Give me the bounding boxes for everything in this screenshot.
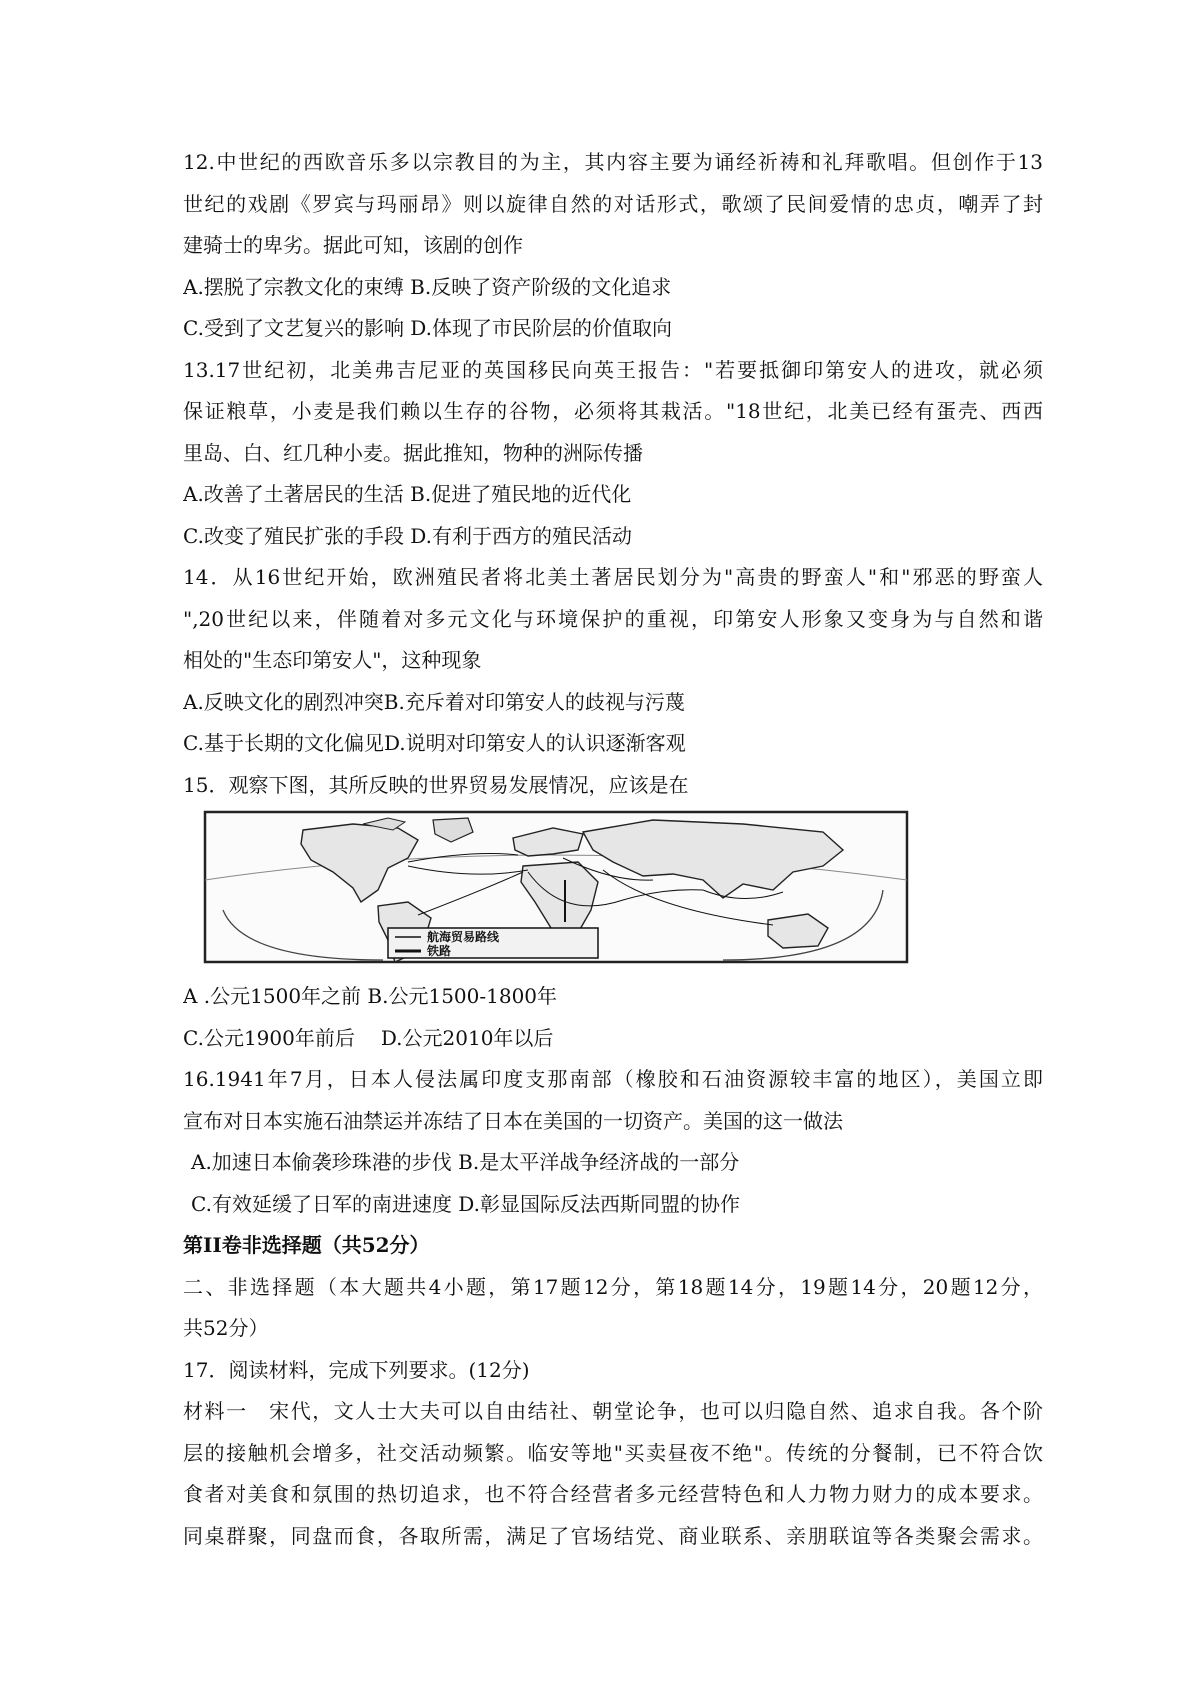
q17-material-line-3: 食者对美食和氛围的热切追求，也不符合经营者多元经营特色和人力物力财力的成本要求。	[183, 1482, 1043, 1506]
q14-stem-line-2: ",20世纪以来，伴随着对多元文化与环境保护的重视，印第安人形象又变身为与自然和谐	[183, 606, 1043, 631]
q14-stem-line-3: 相处的"生态印第安人"，这种现象	[183, 648, 482, 672]
q12-stem-line-1: 12.中世纪的西欧音乐多以宗教目的为主，其内容主要为诵经祈祷和礼拜歌唱。但创作于13	[183, 150, 1043, 174]
q12-options-ab: A.摆脱了宗教文化的束缚 B.反映了资产阶级的文化追求	[183, 274, 672, 299]
part2-intro-line-1: 二、非选择题（本大题共4小题，第17题12分，第18题14分，19题14分，20题12分，	[183, 1274, 1043, 1299]
q13-options-ab: A.改善了土著居民的生活 B.促进了殖民地的近代化	[183, 482, 632, 506]
q16-options-ab: A.加速日本偷袭珍珠港的步伐 B.是太平洋战争经济战的一部分	[191, 1150, 740, 1174]
part2-heading: 第II卷非选择题（共52分）	[183, 1233, 430, 1257]
q16-stem-line-1: 16.1941年7月，日本人侵法属印度支那南部（橡胶和石油资源较丰富的地区），美国立即	[183, 1067, 1043, 1091]
legend-railway: 铁路	[427, 944, 452, 958]
part2-intro-line-2: 共52分）	[183, 1316, 269, 1340]
q12-stem-line-2: 世纪的戏剧《罗宾与玛丽昂》则以旋律自然的对话形式，歌颂了民间爱情的忠贞，嘲弄了封	[183, 191, 1043, 216]
q12-stem-line-3: 建骑士的卑劣。据此可知，该剧的创作	[183, 233, 523, 257]
q17-material-line-2: 层的接触机会增多，社交活动频繁。临安等地"买卖昼夜不绝"。传统的分餐制，已不符合饮	[183, 1440, 1043, 1465]
exam-text	[183, 142, 1043, 1557]
q13-stem-line-2: 保证粮草，小麦是我们赖以生存的谷物，必须将其栽活。"18世纪，北美已经有蛋壳、西西	[183, 399, 1043, 423]
q12-options-cd: C.受到了文艺复兴的影响 D.体现了市民阶层的价值取向	[183, 316, 672, 340]
q14-options-cd: C.基于长期的文化偏见D.说明对印第安人的认识逐渐客观	[183, 731, 686, 755]
q14-options-ab: A.反映文化的剧烈冲突B.充斥着对印第安人的歧视与污蔑	[183, 689, 685, 714]
q17-stem: 17．阅读材料，完成下列要求。(12分)	[183, 1357, 530, 1382]
q17-material-line-4: 同桌群聚，同盘而食，各取所需，满足了官场结党、商业联系、亲朋联谊等各类聚会需求。	[183, 1523, 1043, 1548]
q13-stem-line-1: 13.17世纪初，北美弗吉尼亚的英国移民向英王报告："若要抵御印第安人的进攻，就必须	[183, 357, 1043, 382]
q15-option-c: C.公元1900年前后	[183, 1025, 355, 1050]
q15-option-d: D.公元2010年以后	[380, 1025, 554, 1050]
q17-material-line-1: 材料一 宋代，文人士大夫可以自由结社、朝堂论争，也可以归隐自然、追求自我。各个阶	[183, 1399, 1043, 1423]
q15-options-ab: A .公元1500年之前 B.公元1500-1800年	[183, 984, 558, 1008]
q15-stem: 15．观察下图，其所反映的世界贸易发展情况，应该是在	[183, 772, 689, 797]
q15-options-cd	[183, 1018, 1043, 1060]
q13-stem-line-3: 里岛、白、红几种小麦。据此推知，物种的洲际传播	[183, 440, 643, 465]
world-trade-map-figure	[183, 810, 911, 970]
legend-sea-route: 航海贸易路线	[427, 930, 500, 944]
q14-stem-line-1: 14．从16世纪开始，欧洲殖民者将北美土著居民划分为"高贵的野蛮人"和"邪恶的野蛮人	[183, 565, 1043, 589]
q16-options-cd: C.有效延缓了日军的南进速度 D.彰显国际反法西斯同盟的协作	[191, 1191, 740, 1216]
world-trade-map	[183, 810, 911, 970]
q13-options-cd: C.改变了殖民扩张的手段 D.有利于西方的殖民活动	[183, 523, 632, 548]
q16-stem-line-2: 宣布对日本实施石油禁运并冻结了日本在美国的一切资产。美国的这一做法	[183, 1108, 843, 1133]
